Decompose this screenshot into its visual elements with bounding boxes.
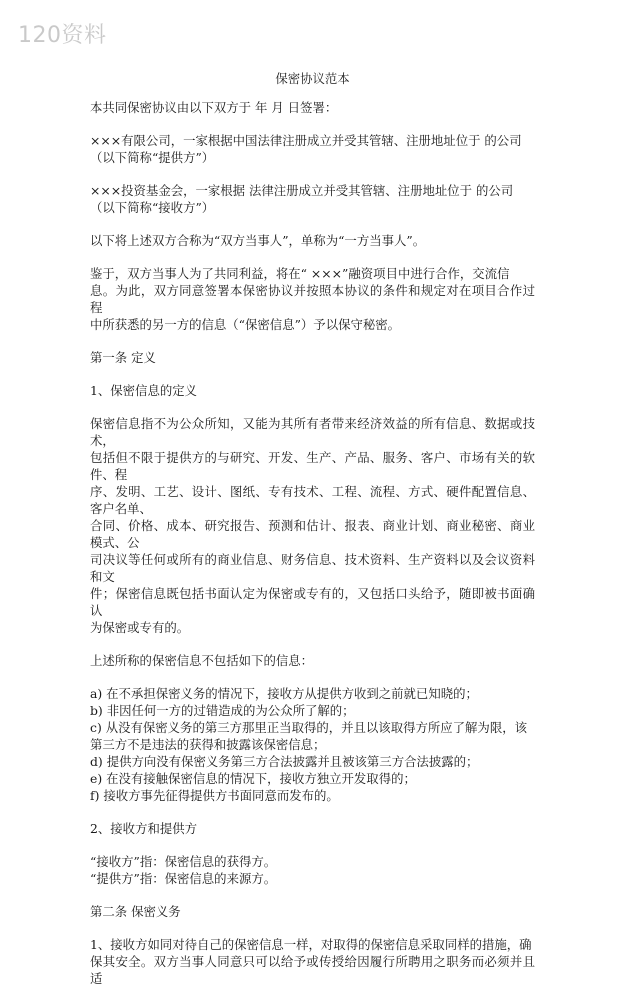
definition-line: 序、发明、工艺、设计、图纸、专有技术、工程、流程、方式、硬件配置信息、客户名单、 — [90, 484, 535, 516]
list-item: f) 接收方事先征得提供方书面同意而发布的。 — [90, 788, 339, 803]
exclusion-list — [90, 685, 535, 804]
list-item: e) 在没有接触保密信息的情况下，接收方独立开发取得的； — [90, 771, 416, 786]
section1-2-heading: 2、接收方和提供方 — [90, 821, 198, 836]
intro-paragraph: 本共同保密协议由以下双方于 年 月 日签署： — [90, 100, 338, 115]
article2-heading: 第二条 保密义务 — [90, 904, 181, 919]
definition-line: 司决议等任何或所有的商业信息、财务信息、技术资料、生产资料以及会议资料和文 — [90, 552, 535, 584]
definition-line: 包括但不限于提供方的与研究、开发、生产、产品、服务、客户、市场有关的软件、程 — [90, 450, 535, 482]
exclusion-intro: 上述所称的保密信息不包括如下的信息： — [90, 653, 314, 668]
definition-paragraph — [90, 415, 535, 636]
party-definitions — [90, 853, 535, 887]
list-item: a) 在不承担保密义务的情况下，接收方从提供方收到之前就已知晓的； — [90, 686, 478, 701]
party2-paragraph — [90, 182, 535, 216]
obligation-line: 1、接收方如同对待自己的保密信息一样，对取得的保密信息采取同样的措施，确 — [90, 937, 532, 952]
list-item: b) 非因任何一方的过错造成的为公众所了解的； — [90, 703, 355, 718]
list-item: c) 从没有保密义务的第三方那里正当取得的，并且以该取得方所应了解为限，该 — [90, 720, 527, 735]
obligation-line: 保其安全。双方当事人同意只可以给予或传授给因履行所聘用之职务而必须并且适 — [90, 954, 535, 986]
party1-paragraph — [90, 132, 535, 166]
provider-definition: “提供方”指：保密信息的来源方。 — [90, 871, 277, 886]
list-item: d) 提供方向没有保密义务第三方合法披露并且被该第三方合法披露的； — [90, 754, 479, 769]
definition-line: 为保密或专有的。 — [90, 620, 190, 635]
definition-line: 合同、价格、成本、研究报告、预测和估计、报表、商业计划、商业秘密、商业模式、公 — [90, 518, 535, 550]
article1-heading: 第一条 定义 — [90, 350, 156, 365]
document-title: 保密协议范本 — [275, 71, 350, 86]
definition-line: 件；保密信息既包括书面认定为保密或专有的，又包括口头给予，随即被书面确认 — [90, 586, 535, 618]
list-item: 第三方不是违法的获得和披露该保密信息； — [90, 737, 326, 752]
collective-paragraph: 以下将上述双方合称为“双方当事人”，单称为“一方当事人”。 — [90, 233, 426, 248]
document-page — [90, 70, 535, 1003]
whereas-paragraph — [90, 265, 535, 333]
whereas-line: 息。为此，双方同意签署本保密协议并按照本协议的条件和规定对在项目合作过程 — [90, 283, 535, 315]
party2-line: ×××投资基金会，一家根据 法律注册成立并受其管辖、注册地址位于 的公司 — [90, 183, 514, 198]
whereas-line: 中所获悉的另一方的信息（“保密信息”）予以保守秘密。 — [90, 317, 401, 332]
party2-alias: （以下简称“接收方”） — [90, 200, 215, 215]
party1-line: ×××有限公司，一家根据中国法律注册成立并受其管辖、注册地址位于 的公司 — [90, 133, 522, 148]
definition-line: 保密信息指不为公众所知，又能为其所有者带来经济效益的所有信息、数据或技术， — [90, 416, 535, 448]
section1-1-heading: 1、保密信息的定义 — [90, 383, 198, 398]
party1-alias: （以下简称“提供方”） — [90, 150, 215, 165]
obligation-paragraph — [90, 936, 535, 987]
watermark-logo: 120资料 — [18, 23, 107, 48]
whereas-line: 鉴于，双方当事人为了共同利益，将在“ ×××”融资项目中进行合作，交流信 — [90, 266, 510, 281]
receiver-definition: “接收方”指：保密信息的获得方。 — [90, 854, 277, 869]
